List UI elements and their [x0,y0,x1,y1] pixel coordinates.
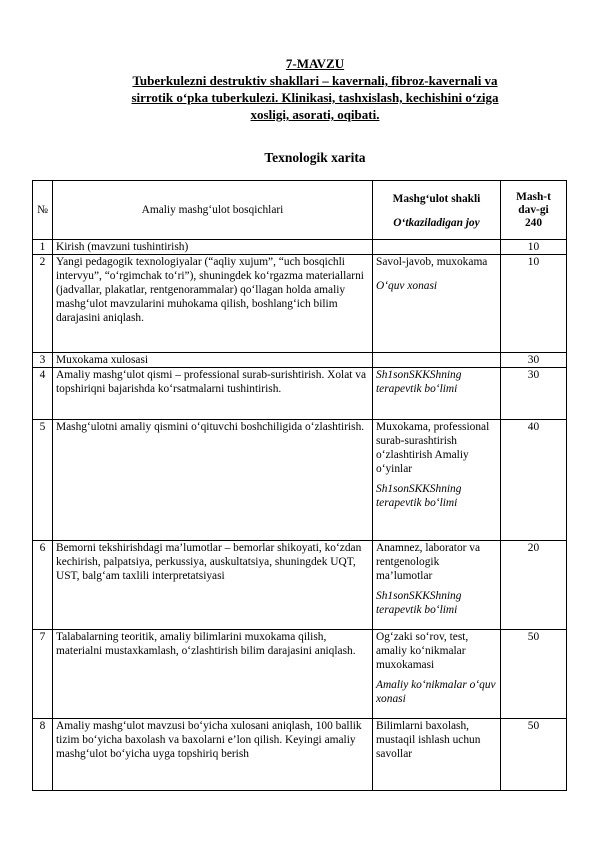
row-number: 3 [33,353,53,368]
col-header-time [501,181,567,240]
table-row [33,420,567,541]
col-header-time-l2: dav-gi [518,203,549,216]
row-time: 10 [501,240,567,255]
row-time: 40 [501,420,567,541]
technology-map-table [32,180,567,791]
table-row [33,719,567,791]
table-row [33,541,567,630]
table-row [33,240,567,255]
title-line-1: Tuberkulezni destruktiv shakllari – kavernali, fibroz-kavernali va [132,73,498,88]
table-row [33,630,567,719]
row-form-text: Bilimlarni baxolash, mustaqil ishlash uchun savollar [376,720,481,760]
table-row [33,368,567,420]
row-form-text: Og‘zaki so‘rov, test, amaliy ko‘nikmalar muxokamasi [376,631,469,671]
row-place-text: Sh1sonSKKShning terapevtik bo‘limi [376,483,462,509]
col-header-form-label: Mashg‘ulot shakli [392,193,481,205]
row-description: Muxokama xulosasi [53,353,373,368]
row-description: Talabalarning teoritik, amaliy bilimlarini muxokama qilish, materialni mustaxkamlash, o‘zlashtirish bilim darajasini aniqlash. [53,630,373,719]
row-number: 8 [33,719,53,791]
row-time: 20 [501,541,567,630]
row-description: Mashg‘ulotni amaliy qismini o‘qituvchi boshchiligida o‘zlashtirish. [53,420,373,541]
row-description: Yangi pedagogik texnologiyalar (“aqliy xujum”, “uch bosqichli intervyu”, “o‘rgimchak to‘ri”), shuningdek ko‘rgazma materiallarni (jadvallar, plakatlar, rentgenorammalar) qo‘llagan holda amaliy mashg‘ulot mavzularini muhokama qilish, boshlang‘ich bilim darajasini aniqlash. [53,255,373,353]
document-title [85,55,545,123]
row-time: 50 [501,719,567,791]
row-number: 4 [33,368,53,420]
col-header-form [373,181,501,240]
row-form [373,368,501,420]
row-form [373,541,501,630]
row-place-text: Sh1sonSKKShning terapevtik bo‘limi [376,369,462,395]
row-time: 10 [501,255,567,353]
row-time: 30 [501,368,567,420]
row-number: 7 [33,630,53,719]
row-description: Amaliy mashg‘ulot mavzusi bo‘yicha xulosani aniqlash, 100 ballik tizim bo‘yicha baxolash va baxolarni e’lon qilish. Keyingi amaliy mashg‘ulot bo‘yicha uyga topshiriq berish [53,719,373,791]
row-number: 1 [33,240,53,255]
row-form [373,420,501,541]
table-row [33,353,567,368]
row-form-text: Anamnez, laborator va rentgenologik ma’lumotlar [376,542,481,582]
row-number: 6 [33,541,53,630]
col-header-num: № [33,181,53,240]
col-header-time-l3: 240 [524,216,543,229]
row-form [373,353,501,368]
row-time: 50 [501,630,567,719]
row-form [373,630,501,719]
topic-number: 7-MAVZU [285,56,345,71]
row-place-text: Amaliy ko‘nikmalar o‘quv xonasi [376,679,496,705]
row-place-text: O‘quv xonasi [376,280,438,292]
row-time: 30 [501,353,567,368]
row-form [373,719,501,791]
row-place-text: Sh1sonSKKShning terapevtik bo‘limi [376,590,462,616]
row-form [373,255,501,353]
row-form [373,240,501,255]
row-form-text: Savol-javob, muxokama [376,256,488,268]
col-header-stages: Amaliy mashg‘ulot bosqichlari [53,181,373,240]
col-header-time-l1: Mash-t [516,190,551,203]
row-description: Bemorni tekshirishdagi ma’lumotlar – bemorlar shikoyati, ko‘zdan kechirish, palpatsiya, perkussiya, auskultatsiya, shuningdek UQT, UST, balg‘am taxlili interpretatsiyasi [53,541,373,630]
row-number: 5 [33,420,53,541]
row-description: Amaliy mashg‘ulot qismi – professional surab-surishtirish. Xolat va topshiriqni bajarishda ko‘rsatmalarni tushintirish. [53,368,373,420]
title-line-2: sirrotik o‘pka tuberkulezi. Klinikasi, tashxislash, kechishini o‘ziga [131,90,499,105]
title-line-3: xosligi, asorati, oqibati. [250,107,380,122]
col-header-place-label: O‘tkaziladigan joy [393,217,480,229]
row-description: Kirish (mavzuni tushintirish) [53,240,373,255]
document-subtitle: Texnologik xarita [264,150,366,165]
row-form-text: Muxokama, professional surab-surashtirish o‘zlashtirish Amaliy o‘yinlar [376,421,490,475]
table-row [33,255,567,353]
table-header-row [33,181,567,240]
row-number: 2 [33,255,53,353]
